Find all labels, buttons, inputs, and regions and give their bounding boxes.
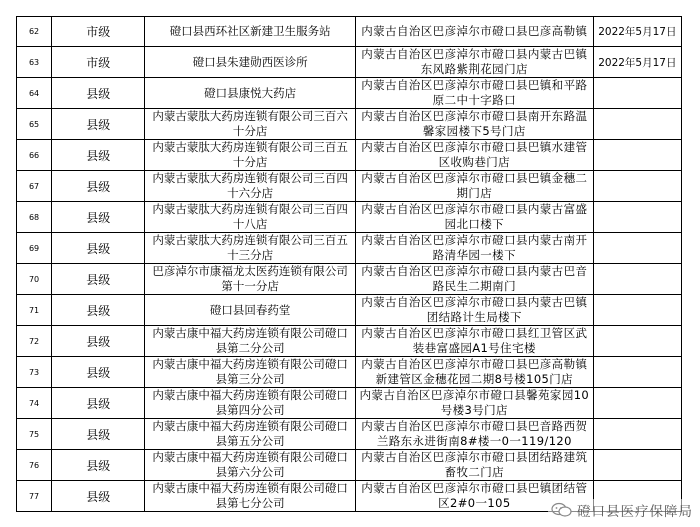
institution-table (16, 16, 682, 512)
row-level: 县级 (52, 295, 145, 326)
row-date (593, 419, 681, 450)
row-institution-name: 内蒙古蒙肽大药房连锁有限公司三百五十三分店 (145, 233, 356, 264)
row-institution-name: 内蒙古蒙肽大药房连锁有限公司三百四十八店 (145, 202, 356, 233)
table-row (17, 47, 682, 78)
row-date (593, 202, 681, 233)
row-date (593, 357, 681, 388)
row-number: 72 (17, 326, 52, 357)
row-address: 内蒙古自治区巴彦淖尔市磴口县巴彦高勒镇新建管区金穗花园二期8号楼105门店 (355, 357, 593, 388)
row-date (593, 326, 681, 357)
row-date (593, 109, 681, 140)
row-institution-name: 内蒙古康中福大药房连锁有限公司磴口县第六分公司 (145, 450, 356, 481)
row-number: 73 (17, 357, 52, 388)
table-row (17, 233, 682, 264)
table-row (17, 202, 682, 233)
table-body (17, 17, 682, 512)
row-institution-name: 内蒙古蒙肽大药房连锁有限公司三百六十分店 (145, 109, 356, 140)
row-address: 内蒙古自治区巴彦淖尔市磴口县巴音路西贺兰路东永进街南8#楼一0一119/120 (355, 419, 593, 450)
row-institution-name: 内蒙古康中福大药房连锁有限公司磴口县第三分公司 (145, 357, 356, 388)
row-institution-name: 磴口县康悦大药店 (145, 78, 356, 109)
table-row (17, 171, 682, 202)
row-number: 64 (17, 78, 52, 109)
row-institution-name: 内蒙古康中福大药房连锁有限公司磴口县第五分公司 (145, 419, 356, 450)
table-row (17, 326, 682, 357)
row-level: 县级 (52, 326, 145, 357)
row-institution-name: 磴口县回春药堂 (145, 295, 356, 326)
row-date (593, 295, 681, 326)
row-number: 74 (17, 388, 52, 419)
row-address: 内蒙古自治区巴彦淖尔市磴口县内蒙古巴镇东风路紫荆花园门店 (355, 47, 593, 78)
row-number: 75 (17, 419, 52, 450)
row-number: 63 (17, 47, 52, 78)
row-institution-name: 内蒙古蒙肽大药房连锁有限公司三百四十六分店 (145, 171, 356, 202)
row-number: 67 (17, 171, 52, 202)
row-address: 内蒙古自治区巴彦淖尔市磴口县巴镇金穗二期门店 (355, 171, 593, 202)
row-institution-name: 内蒙古康中福大药房连锁有限公司磴口县第二分公司 (145, 326, 356, 357)
row-address: 内蒙古自治区巴彦淖尔市磴口县巴镇水建管区收购巷门店 (355, 140, 593, 171)
table-row (17, 419, 682, 450)
table-row (17, 78, 682, 109)
table-row (17, 295, 682, 326)
row-number: 70 (17, 264, 52, 295)
table-row (17, 17, 682, 47)
watermark-text: 磴口县医疗保障局 (577, 504, 693, 520)
row-address: 内蒙古自治区巴彦淖尔市磴口县内蒙古富盛园北口楼下 (355, 202, 593, 233)
row-date (593, 78, 681, 109)
table-row (17, 450, 682, 481)
row-level: 县级 (52, 78, 145, 109)
row-number: 66 (17, 140, 52, 171)
row-level: 县级 (52, 450, 145, 481)
row-date: 2022年5月17日 (593, 47, 681, 78)
row-address: 内蒙古自治区巴彦淖尔市磴口县团结路建筑畜牧二门店 (355, 450, 593, 481)
row-level: 市级 (52, 47, 145, 78)
row-level: 县级 (52, 109, 145, 140)
row-institution-name: 内蒙古康中福大药房连锁有限公司磴口县第四分公司 (145, 388, 356, 419)
row-level: 县级 (52, 357, 145, 388)
row-date (593, 140, 681, 171)
row-institution-name: 磴口县朱建勋西医诊所 (145, 47, 356, 78)
row-level: 县级 (52, 388, 145, 419)
row-address: 内蒙古自治区巴彦淖尔市磴口县内蒙古巴镇团结路计生局楼下 (355, 295, 593, 326)
row-address: 内蒙古自治区巴彦淖尔市磴口县巴镇团结管区2#0一105 (355, 481, 593, 512)
table-row (17, 264, 682, 295)
table-row (17, 388, 682, 419)
row-address: 内蒙古自治区巴彦淖尔市磴口县红卫管区武装巷富盛园A1号住宅楼 (355, 326, 593, 357)
row-number: 68 (17, 202, 52, 233)
row-address: 内蒙古自治区巴彦淖尔市磴口县内蒙古巴音路民生二期南门 (355, 264, 593, 295)
row-address: 内蒙古自治区巴彦淖尔市磴口县南开东路温馨家园楼下5号门店 (355, 109, 593, 140)
row-address: 内蒙古自治区巴彦淖尔市磴口县巴彦高勒镇 (355, 17, 593, 47)
row-institution-name: 内蒙古康中福大药房连锁有限公司磴口县第七分公司 (145, 481, 356, 512)
row-level: 市级 (52, 17, 145, 47)
row-number: 77 (17, 481, 52, 512)
row-date: 2022年5月17日 (593, 17, 681, 47)
row-institution-name: 内蒙古蒙肽大药房连锁有限公司三百五十分店 (145, 140, 356, 171)
row-date (593, 450, 681, 481)
table-row (17, 357, 682, 388)
row-institution-name: 磴口县西环社区新建卫生服务站 (145, 17, 356, 47)
watermark (548, 499, 696, 521)
row-address: 内蒙古自治区巴彦淖尔市磴口县内蒙古南开路清华园一楼下 (355, 233, 593, 264)
row-number: 62 (17, 17, 52, 47)
row-address: 内蒙古自治区巴彦淖尔市磴口县巴镇和平路原二中十字路口 (355, 78, 593, 109)
row-number: 71 (17, 295, 52, 326)
row-date (593, 233, 681, 264)
row-level: 县级 (52, 233, 145, 264)
row-level: 县级 (52, 140, 145, 171)
row-number: 65 (17, 109, 52, 140)
row-date (593, 388, 681, 419)
row-level: 县级 (52, 264, 145, 295)
table-row (17, 140, 682, 171)
wechat-logo-icon (551, 502, 573, 518)
row-date (593, 171, 681, 202)
row-level: 县级 (52, 202, 145, 233)
row-address: 内蒙古自治区巴彦淖尔市磴口县馨苑家园10号楼3号门店 (355, 388, 593, 419)
row-number: 69 (17, 233, 52, 264)
row-date (593, 264, 681, 295)
row-level: 县级 (52, 481, 145, 512)
row-level: 县级 (52, 419, 145, 450)
row-level: 县级 (52, 171, 145, 202)
table-row (17, 109, 682, 140)
row-institution-name: 巴彦淖尔市康福龙太医药连锁有限公司第十一分店 (145, 264, 356, 295)
row-number: 76 (17, 450, 52, 481)
